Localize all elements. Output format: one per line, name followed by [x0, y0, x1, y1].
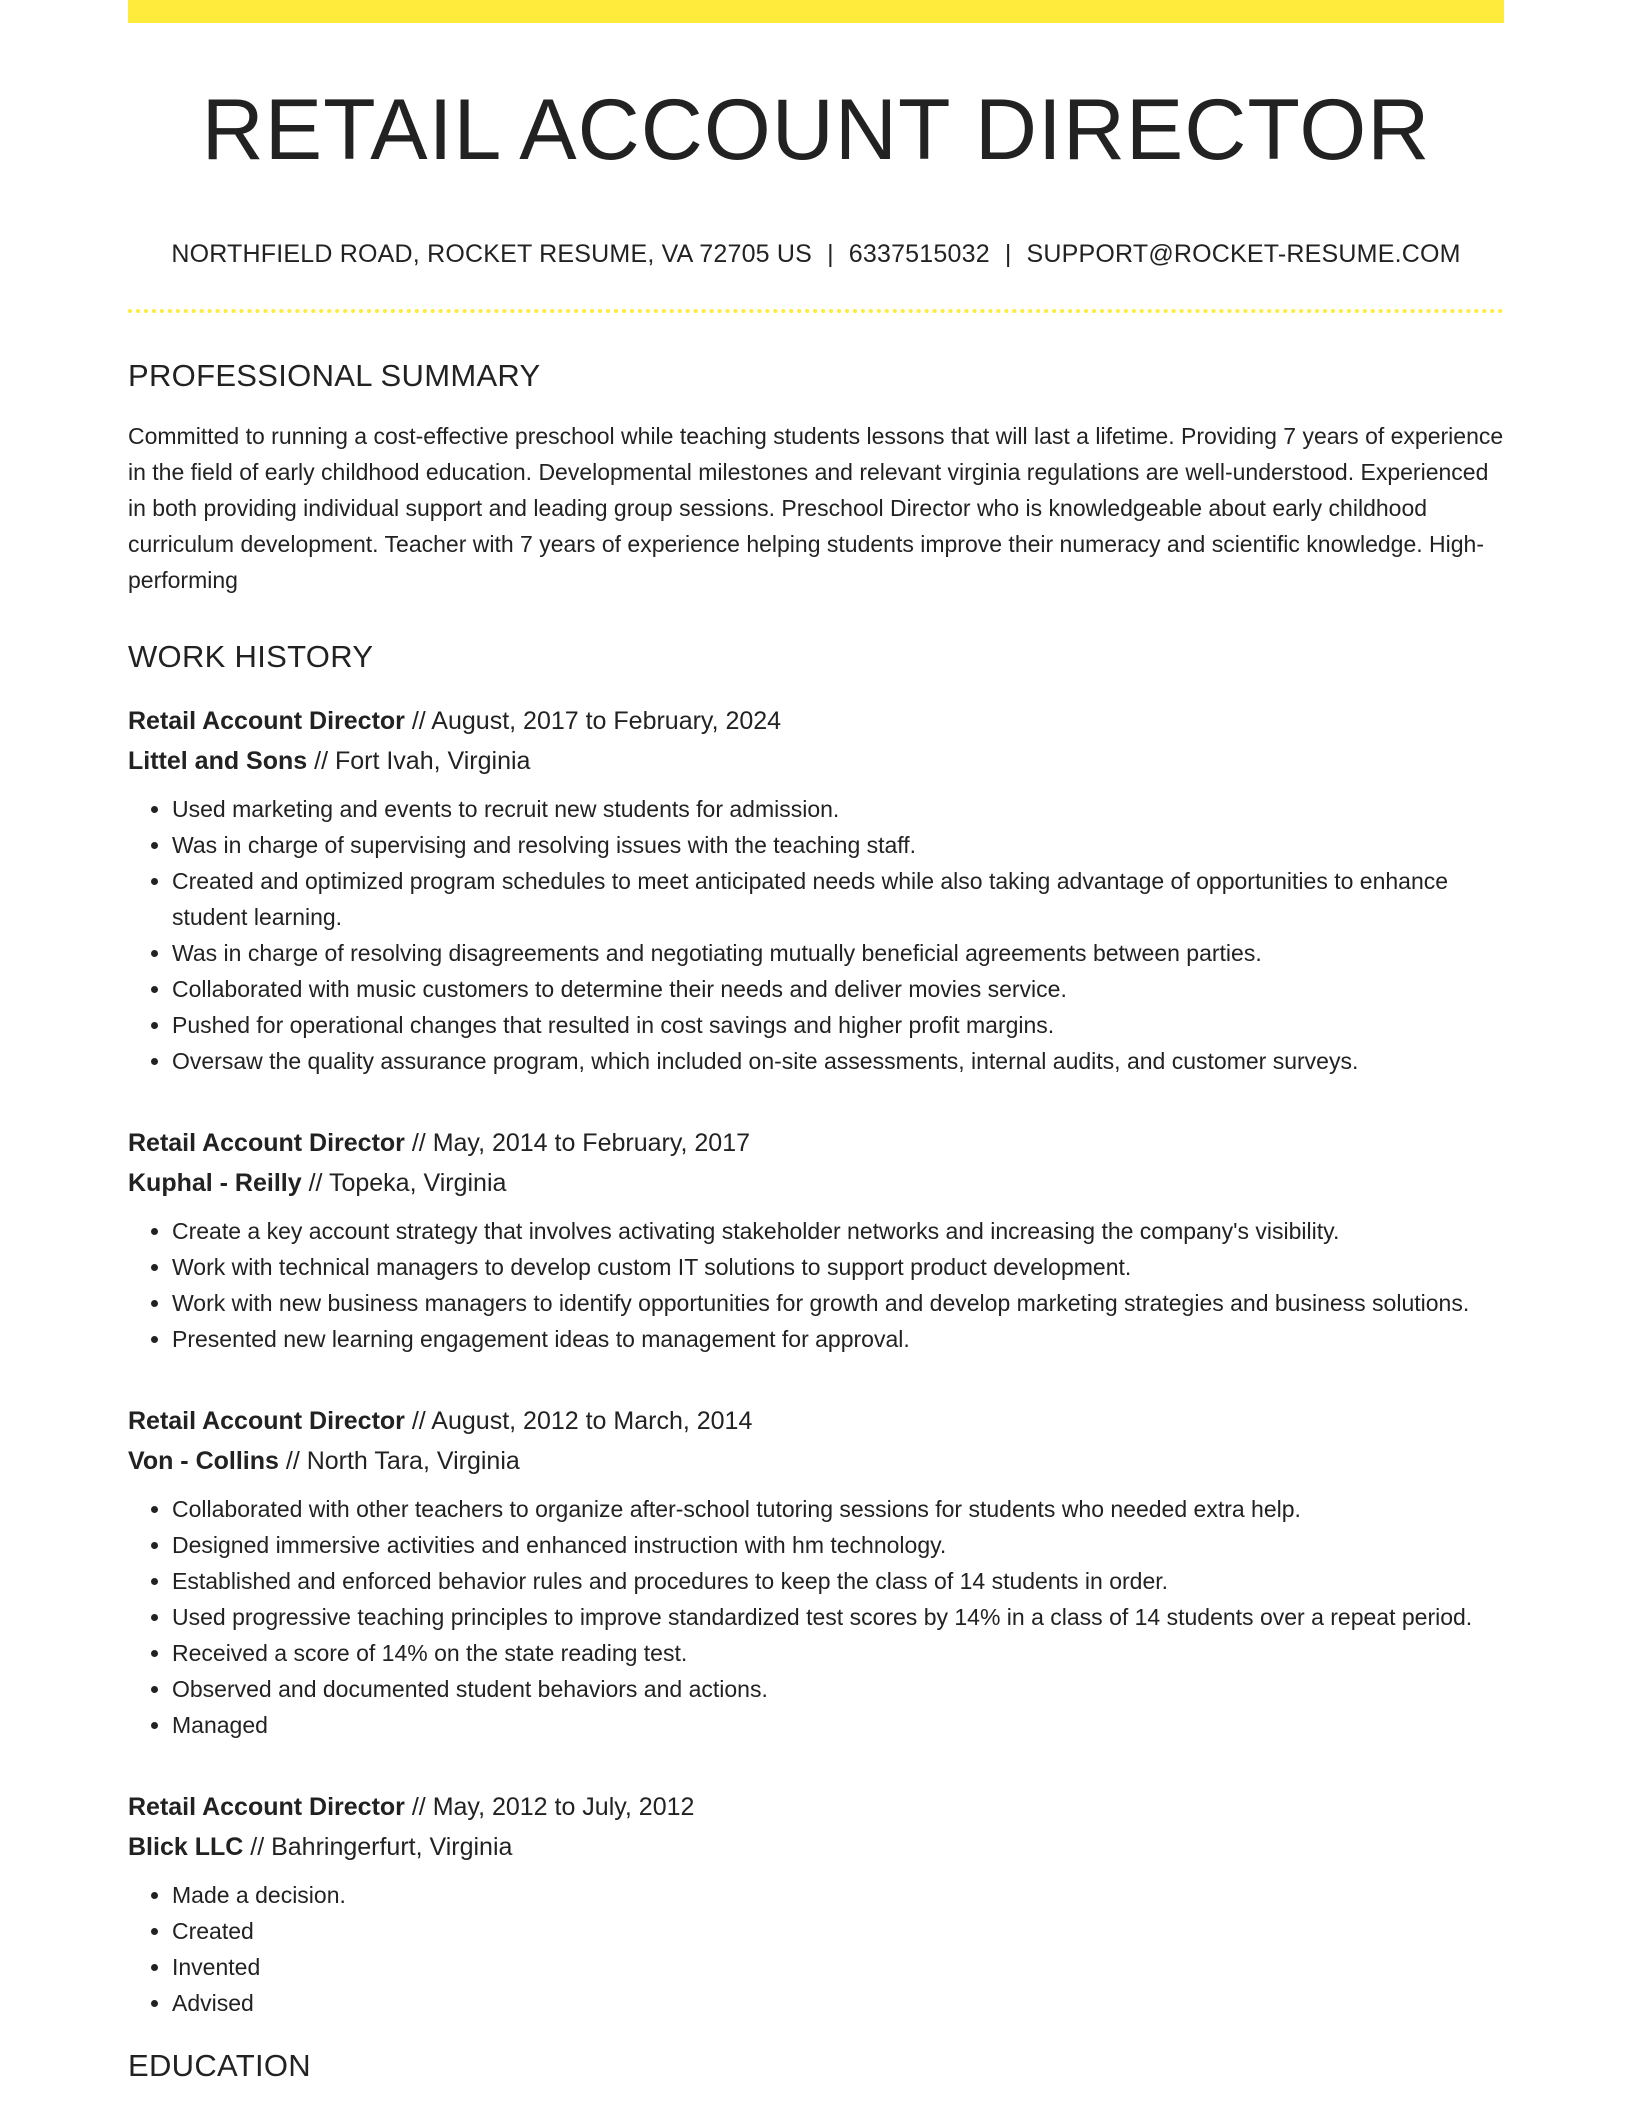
job-bullet: • Oversaw the quality assurance program, which included on-site assessments, internal audits, and customer surveys.	[172, 1043, 1504, 1079]
job-bullet: • Presented new learning engagement ideas to management for approval.	[172, 1321, 1504, 1357]
job-role: Retail Account Director	[128, 1406, 405, 1435]
contact-email: SUPPORT@ROCKET-RESUME.COM	[1026, 239, 1461, 268]
job-bullet: • Collaborated with other teachers to organize after-school tutoring sessions for students who needed extra help.	[172, 1491, 1504, 1527]
job-entry	[128, 1401, 1504, 1743]
summary-text: Committed to running a cost-effective preschool while teaching students lessons that will last a lifetime. Providing 7 years of experience in the field of early childhood education. Developmental milestones and relevant virginia regulations are well-understood. Experienced in both providing individual support and leading group sessions. Preschool Director who is knowledgeable about early childhood curriculum development. Teacher with 7 years of experience helping students improve their numeracy and scientific knowledge. High-performing	[128, 422, 1504, 593]
job-bullet: • Created and optimized program schedules to meet anticipated needs while also taking advantage of opportunities to enhance student learning.	[172, 863, 1504, 935]
resume-page	[128, 0, 1504, 2084]
job-bullet: • Invented	[172, 1949, 1504, 1985]
job-bullets	[128, 1491, 1504, 1743]
job-role: Retail Account Director	[128, 1128, 405, 1157]
job-dates: // August, 2012 to March, 2014	[404, 1406, 753, 1435]
job-bullet: • Used marketing and events to recruit new students for admission.	[172, 791, 1504, 827]
job-bullet: • Create a key account strategy that involves activating stakeholder networks and increasing the company's visibility.	[172, 1213, 1504, 1249]
job-company: Blick LLC	[128, 1832, 244, 1861]
job-bullet: • Received a score of 14% on the state reading test.	[172, 1635, 1504, 1671]
job-title-line	[128, 701, 1504, 741]
job-bullet: • Made a decision.	[172, 1877, 1504, 1913]
work-history-heading: WORK HISTORY	[128, 638, 374, 674]
job-bullets	[128, 1213, 1504, 1357]
job-bullet: • Collaborated with music customers to determine their needs and deliver movies service.	[172, 971, 1504, 1007]
contact-separator: |	[827, 239, 834, 268]
job-entry	[128, 1123, 1504, 1357]
job-bullet: • Work with new business managers to identify opportunities for growth and develop marketing strategies and business solutions.	[172, 1285, 1504, 1321]
job-bullet: • Established and enforced behavior rules and procedures to keep the class of 14 students in order.	[172, 1563, 1504, 1599]
job-bullets	[128, 1877, 1504, 2021]
job-bullets	[128, 791, 1504, 1079]
job-bullet: • Was in charge of resolving disagreements and negotiating mutually beneficial agreements between parties.	[172, 935, 1504, 971]
job-entry	[128, 1787, 1504, 2021]
job-company-line	[128, 1827, 1504, 1867]
job-bullet: • Managed	[172, 1707, 1504, 1743]
job-dates: // May, 2012 to July, 2012	[404, 1792, 695, 1821]
job-bullet: • Created	[172, 1913, 1504, 1949]
job-location: // North Tara, Virginia	[278, 1446, 520, 1475]
contact-address: NORTHFIELD ROAD, ROCKET RESUME, VA 72705 US	[171, 239, 813, 268]
job-location: // Topeka, Virginia	[301, 1168, 507, 1197]
job-entry	[128, 701, 1504, 1079]
job-company: Kuphal - Reilly	[128, 1168, 302, 1197]
job-title-line	[128, 1787, 1504, 1827]
accent-top-bar	[128, 0, 1504, 23]
job-role: Retail Account Director	[128, 706, 405, 735]
job-location: // Bahringerfurt, Virginia	[243, 1832, 513, 1861]
job-bullet: • Designed immersive activities and enhanced instruction with hm technology.	[172, 1527, 1504, 1563]
job-company-line	[128, 1441, 1504, 1481]
job-title-line	[128, 1401, 1504, 1441]
education-heading: EDUCATION	[128, 2047, 311, 2083]
job-bullet: • Observed and documented student behaviors and actions.	[172, 1671, 1504, 1707]
job-bullet: • Was in charge of supervising and resolving issues with the teaching staff.	[172, 827, 1504, 863]
resume-title: RETAIL ACCOUNT DIRECTOR	[201, 82, 1431, 178]
job-bullet: • Pushed for operational changes that resulted in cost savings and higher profit margins.	[172, 1007, 1504, 1043]
job-dates: // May, 2014 to February, 2017	[404, 1128, 750, 1157]
job-location: // Fort Ivah, Virginia	[307, 746, 531, 775]
job-company: Von - Collins	[128, 1446, 279, 1475]
job-company-line	[128, 1163, 1504, 1203]
summary-heading: PROFESSIONAL SUMMARY	[128, 357, 541, 393]
contact-line	[128, 240, 1504, 269]
job-company-line	[128, 741, 1504, 781]
job-bullet: • Advised	[172, 1985, 1504, 2021]
job-company: Littel and Sons	[128, 746, 308, 775]
dotted-divider	[128, 309, 1504, 313]
job-title-line	[128, 1123, 1504, 1163]
job-bullet: • Work with technical managers to develop custom IT solutions to support product development.	[172, 1249, 1504, 1285]
contact-separator: |	[1004, 239, 1012, 268]
job-role: Retail Account Director	[128, 1792, 405, 1821]
job-dates: // August, 2017 to February, 2024	[404, 706, 782, 735]
contact-phone: 6337515032	[848, 239, 990, 268]
job-bullet: • Used progressive teaching principles to improve standardized test scores by 14% in a class of 14 students over a repeat period.	[172, 1599, 1504, 1635]
